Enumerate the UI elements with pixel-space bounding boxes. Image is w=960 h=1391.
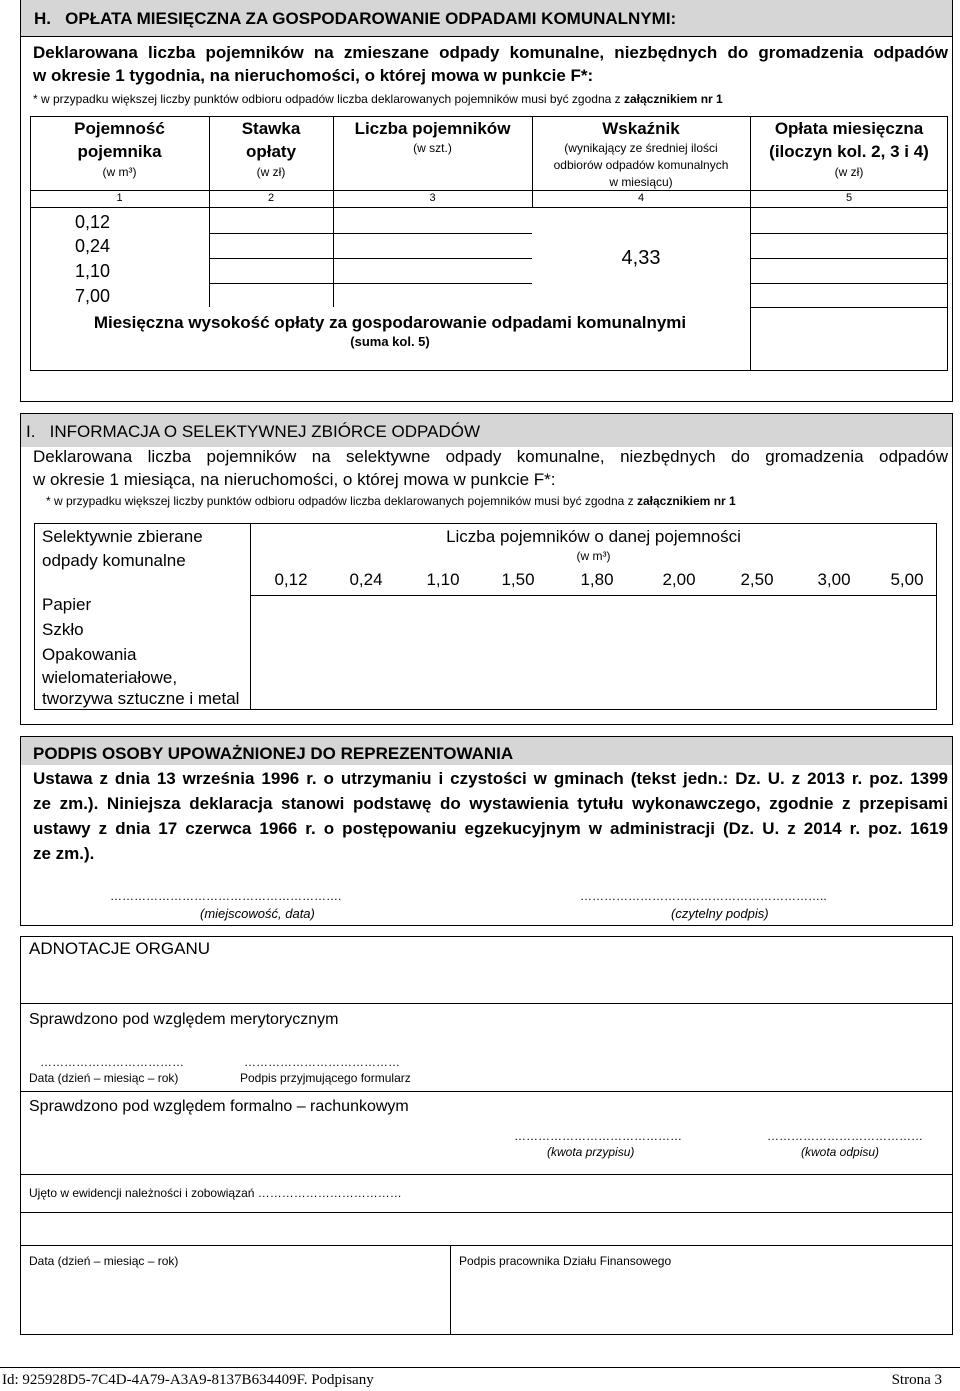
section-h-note-bold: załącznikiem nr 1 xyxy=(623,92,723,106)
monthly-sum-sub: (suma kol. 5) xyxy=(350,334,430,349)
selective-capacity-0-24: 0,24 xyxy=(349,570,383,589)
fraction-packaging-3: tworzywa sztuczne i metal xyxy=(42,689,240,708)
law-line-4: ze zm.). xyxy=(33,844,95,863)
legible-signature-label: (czytelny podpis) xyxy=(671,906,769,921)
col-number-5: 5 xyxy=(845,192,853,204)
selective-capacity-1-10: 1,10 xyxy=(426,570,460,589)
merit-date-dots: ……………………………… xyxy=(40,1055,184,1069)
col3-header-unit: (w szt.) xyxy=(413,141,452,155)
amount-received-dots: …………………………………… xyxy=(514,1129,682,1143)
merit-receiver-dots: ………………………………… xyxy=(244,1055,400,1069)
merit-date-label: Data (dzień – miesiąc – rok) xyxy=(29,1071,179,1085)
law-line-3: ustawy z dnia 17 czerwca 1966 r. o postępowaniu egzekucyjnym w administracji (Dz. U. z 2014 r. poz. 1619 xyxy=(33,819,948,838)
section-h-declaration-line2: w okresie 1 tygodnia, na nieruchomości, o której mowa w punkcie F*: xyxy=(33,66,594,85)
entered-in-records-text: Ujęto w ewidencji należności i zobowiązań xyxy=(29,1186,255,1200)
selective-capacity-0-12: 0,12 xyxy=(274,570,308,589)
fraction-packaging-1: Opakowania xyxy=(42,645,137,664)
annotations-divider-3 xyxy=(20,1174,953,1175)
col4-header-line4: w miesiącu) xyxy=(609,175,673,189)
merit-check-label: Sprawdzono pod względem merytorycznym xyxy=(29,1011,339,1028)
section-h-title: H. OPŁATA MIESIĘCZNA ZA GOSPODAROWANIE ODPADAMI KOMUNALNYMI: xyxy=(34,9,677,28)
amount-received-label: (kwota przypisu) xyxy=(547,1145,635,1159)
formal-check-label: Sprawdzono pod względem formalno – rachunkowym xyxy=(29,1098,409,1115)
col4-header-line2: (wynikający ze średniej ilości xyxy=(564,141,718,155)
fee-row-line-3 xyxy=(209,283,532,284)
entered-in-records-dots: ……………………………… xyxy=(257,1186,402,1200)
selective-capacity-1-80: 1,80 xyxy=(580,570,614,589)
section-h-note xyxy=(33,93,723,107)
fee-col5-line-2 xyxy=(750,258,948,259)
section-i-note-text: * w przypadku większej liczby punktów odbioru odpadów liczba deklarowanych pojemników musi być zgodna z xyxy=(46,494,634,508)
monthly-sum-label: Miesięczna wysokość opłaty za gospodarowanie odpadami komunalnymi xyxy=(93,313,687,332)
annotations-divider-5 xyxy=(20,1245,953,1246)
finance-date-label: Data (dzień – miesiąc – rok) xyxy=(29,1254,179,1268)
fee-col5-line-1 xyxy=(750,233,948,234)
section-i-title: I. INFORMACJA O SELEKTYWNEJ ZBIÓRCE ODPADÓW xyxy=(26,422,481,441)
selective-capacity-2-50: 2,50 xyxy=(740,570,774,589)
selective-capacity-3-00: 3,00 xyxy=(817,570,851,589)
place-date-label: (miejscowość, data) xyxy=(200,906,315,921)
annotations-divider-2 xyxy=(20,1091,953,1092)
col3-header-line1: Liczba pojemników xyxy=(354,119,511,138)
col5-header-unit: (w zł) xyxy=(834,165,864,179)
capacity-row-3: 1,10 xyxy=(75,261,111,281)
merit-receiver-label: Podpis przyjmującego formularz xyxy=(240,1071,411,1085)
annotations-divider-1 xyxy=(20,1003,953,1004)
col2-header-line1: Stawka xyxy=(241,119,301,138)
col5-header-line2: (iloczyn kol. 2, 3 i 4) xyxy=(769,142,929,161)
law-line-1: Ustawa z dnia 13 września 1996 r. o utrzymaniu i czystości w gminach (tekst jedn.: Dz. U. z 2013 r. poz. 1399 xyxy=(33,769,948,788)
col4-header-line1: Wskaźnik xyxy=(602,119,680,138)
section-i-note-bold: załącznikiem nr 1 xyxy=(636,494,736,508)
document-id: Id: 925928D5-7C4D-4A79-A3A9-8137B634409F. Podpisany xyxy=(2,1372,374,1388)
section-i-note xyxy=(46,495,736,509)
section-h-declaration-line1: Deklarowana liczba pojemników na zmieszane odpady komunalne, niezbędnych do gromadzenia odpadów xyxy=(33,43,948,62)
indicator-value: 4,33 xyxy=(621,247,661,269)
signature-title: PODPIS OSOBY UPOWAŻNIONEJ DO REPREZENTOWANIA xyxy=(33,744,514,763)
place-date-dots: …………………………………………………. xyxy=(110,889,342,903)
selective-right-header: Liczba pojemników o danej pojemności xyxy=(446,527,741,546)
col-number-1: 1 xyxy=(116,192,123,204)
col-number-2: 2 xyxy=(267,192,275,204)
col2-header-unit: (w zł) xyxy=(256,165,286,179)
capacity-row-2: 0,24 xyxy=(75,236,111,256)
fee-row-line-1 xyxy=(209,233,532,234)
law-line-2: ze zm.). Niniejsza deklaracja stanowi podstawę do wystawienia tytułu wykonawczego, zgodnie z przepisami xyxy=(33,794,948,813)
amount-written-off-label: (kwota odpisu) xyxy=(801,1145,880,1159)
annotations-title: ADNOTACJE ORGANU xyxy=(29,939,211,958)
selective-right-unit: (w m³) xyxy=(576,549,611,563)
col4-header-line3: odbiorów odpadów komunalnych xyxy=(553,158,729,172)
signature-dots: …………………………………………………….. xyxy=(580,889,827,903)
selective-header-line xyxy=(250,595,937,596)
fee-col5-line-3 xyxy=(750,283,948,284)
col5-header-line1: Opłata miesięczna xyxy=(774,119,924,138)
footer-rule xyxy=(0,1367,960,1368)
capacity-row-1: 0,12 xyxy=(75,212,111,232)
col1-header-line1: Pojemność xyxy=(74,119,165,138)
capacity-row-4: 7,00 xyxy=(75,286,111,306)
section-i-declaration-line2: w okresie 1 miesiąca, na nieruchomości, o której mowa w punkcie F*: xyxy=(33,470,556,489)
col-number-3: 3 xyxy=(429,192,436,204)
section-i-declaration-line1: Deklarowana liczba pojemników na selektywne odpady komunalne, niezbędnych do gromadzenia odpadów xyxy=(33,447,948,466)
annotations-column-sep xyxy=(450,1245,451,1335)
entered-in-records-label xyxy=(29,1187,402,1201)
selective-capacity-5-00: 5,00 xyxy=(890,570,924,589)
annotations-divider-4 xyxy=(20,1212,953,1213)
selective-left-header-1: Selektywnie zbierane xyxy=(42,527,203,546)
finance-signature-label: Podpis pracownika Działu Finansowego xyxy=(459,1254,672,1268)
selective-left-header-2: odpady komunalne xyxy=(42,551,186,570)
fee-row-line-2 xyxy=(209,258,532,259)
selective-capacity-2-00: 2,00 xyxy=(662,570,696,589)
col1-header-unit: (w m³) xyxy=(102,165,137,179)
selective-capacity-1-50: 1,50 xyxy=(501,570,535,589)
col1-header-line2: pojemnika xyxy=(77,142,162,161)
amount-written-off-dots: ………………………………… xyxy=(767,1129,923,1143)
fee-table-header-line xyxy=(30,190,948,191)
fee-table-numbers-line xyxy=(30,207,948,208)
fraction-packaging-2: wielomateriałowe, xyxy=(42,668,178,687)
col-number-4: 4 xyxy=(637,192,645,204)
col2-header-line2: opłaty xyxy=(245,142,297,161)
section-h-note-text: * w przypadku większej liczby punktów odbioru odpadów liczba deklarowanych pojemników musi być zgodna z xyxy=(33,92,621,106)
fee-col5-line-4 xyxy=(750,307,948,308)
fraction-glass: Szkło xyxy=(42,620,84,639)
page-number: Strona 3 xyxy=(891,1372,942,1388)
fraction-paper: Papier xyxy=(42,595,92,614)
